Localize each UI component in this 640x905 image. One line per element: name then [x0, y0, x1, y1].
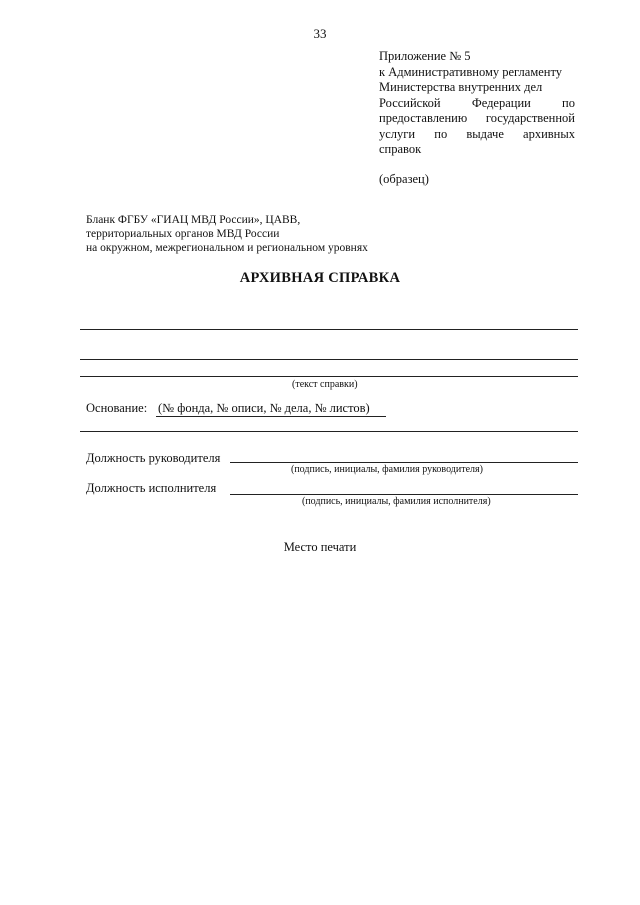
- executor-signature-caption: (подпись, инициалы, фамилия исполнителя): [302, 496, 491, 507]
- seal-place: Место печати: [283, 540, 357, 554]
- document-title: АРХИВНАЯ СПРАВКА: [239, 270, 401, 286]
- page-number: 33: [313, 26, 327, 41]
- basis-value: (№ фонда, № описи, № дела, № листов): [158, 401, 370, 415]
- executor-signature-line: [230, 494, 578, 495]
- text-line-2: [80, 359, 578, 360]
- basis-extra-line: [80, 431, 578, 432]
- executor-position-label: Должность исполнителя: [86, 481, 217, 495]
- basis-underline: [156, 416, 386, 417]
- head-signature-line: [230, 462, 578, 463]
- head-signature-caption: (подпись, инициалы, фамилия руководителя): [291, 464, 483, 475]
- text-line-1: [80, 329, 578, 330]
- appendix-line-4: Российской Федерации по: [379, 95, 575, 110]
- appendix-line-1: Приложение № 5: [379, 49, 471, 63]
- letterhead-line-3: на окружном, межрегиональном и региональном уровнях: [86, 242, 368, 254]
- sample-label: (образец): [379, 172, 429, 186]
- text-caption: (текст справки): [292, 379, 358, 390]
- appendix-line-6: услуги по выдаче архивных: [379, 126, 575, 141]
- letterhead-block: [86, 213, 368, 255]
- head-position-label: Должность руководителя: [86, 451, 221, 465]
- appendix-line-5: предоставлению государственной: [379, 111, 575, 125]
- appendix-line-2: к Административному регламенту: [379, 64, 563, 79]
- appendix-line-7: справок: [379, 142, 422, 156]
- appendix-line-3: Министерства внутренних дел: [379, 80, 543, 94]
- letterhead-line-1: Бланк ФГБУ «ГИАЦ МВД России», ЦАВВ,: [86, 214, 301, 226]
- letterhead-line-2: территориальных органов МВД России: [86, 228, 280, 240]
- appendix-block: [379, 49, 575, 158]
- basis-label: Основание:: [86, 401, 148, 415]
- text-line-3: [80, 376, 578, 377]
